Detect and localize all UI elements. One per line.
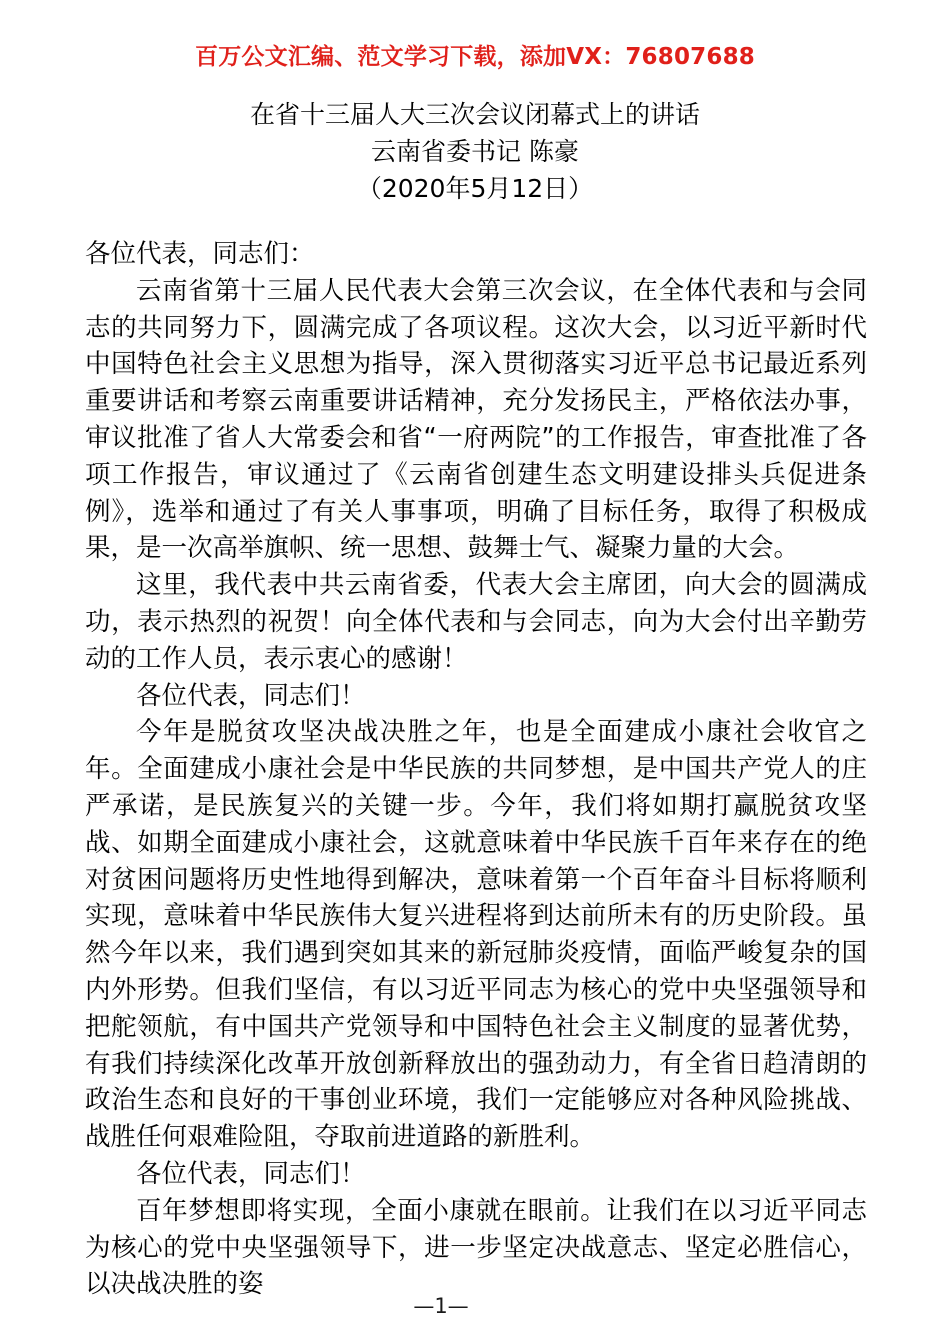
body-paragraph: 各位代表，同志们！ — [136, 680, 366, 711]
body-paragraph: 各位代表，同志们！ — [136, 1158, 366, 1189]
page-number-value: —1— — [413, 1294, 469, 1318]
body-paragraph: 各位代表，同志们： — [85, 239, 315, 269]
document-body — [85, 236, 867, 1303]
document-title-main: 在省十三届人大三次会议闭幕式上的讲话 — [249, 100, 700, 129]
body-paragraph: 百年梦想即将实现，全面小康就在眼前。让我们在以习近平同志为核心的党中央坚强领导下，进一步坚定决战意志、坚定必胜信心，以决战决胜的姿 — [85, 1195, 867, 1300]
document-title-author: 云南省委书记 陈豪 — [371, 137, 579, 166]
document-title-block — [0, 96, 950, 207]
body-paragraph: 这里，我代表中共云南省委，代表大会主席团，向大会的圆满成功，表示热烈的祝贺！向全体代表和与会同志，向为大会付出辛勤劳动的工作人员，表示衷心的感谢！ — [85, 570, 867, 674]
body-paragraph: 今年是脱贫攻坚决战决胜之年，也是全面建成小康社会收官之年。全面建成小康社会是中华民族的共同梦想，是中国共产党人的庄严承诺，是民族复兴的关键一步。今年，我们将如期打赢脱贫攻坚战、如期全面建成小康社会，这就意味着中华民族千百年来存在的绝对贫困问题将历史性地得到解决，意味着第一个百年奋斗目标将顺利实现，意味着中华民族伟大复兴进程将到达前所未有的历史阶段。虽然今年以来，我们遇到突如其来的新冠肺炎疫情，面临严峻复杂的国内外形势。但我们坚信，有以习近平同志为核心的党中央坚强领导和把舵领航，有中国共产党领导和中国特色社会主义制度的显著优势，有我们持续深化改革开放创新释放出的强劲动力，有全省日趋清朗的政治生态和良好的干事创业环境，我们一定能够应对各种风险挑战、战胜任何艰难险阻，夺取前进道路的新胜利。 — [85, 717, 867, 1153]
page-number-footer — [0, 1294, 950, 1318]
document-title-date: （2020年5月12日） — [356, 174, 594, 203]
body-paragraph: 云南省第十三届人民代表大会第三次会议，在全体代表和与会同志的共同努力下，圆满完成了各项议程。这次大会，以习近平新时代中国特色社会主义思想为指导，深入贯彻落实习近平总书记最近系列重要讲话和考察云南重要讲话精神，充分发扬民主，严格依法办事，审议批准了省人大常委会和省“一府两院”的工作报告，审查批准了各项工作报告，审议通过了《云南省创建生态文明建设排头兵促进条例》，选举和通过了有关人事事项，明确了目标任务，取得了积极成果，是一次高举旗帜、统一思想、鼓舞士气、凝聚力量的大会。 — [85, 275, 867, 564]
promo-banner-text: 百万公文汇编、范文学习下载，添加VX：76807688 — [195, 44, 755, 70]
